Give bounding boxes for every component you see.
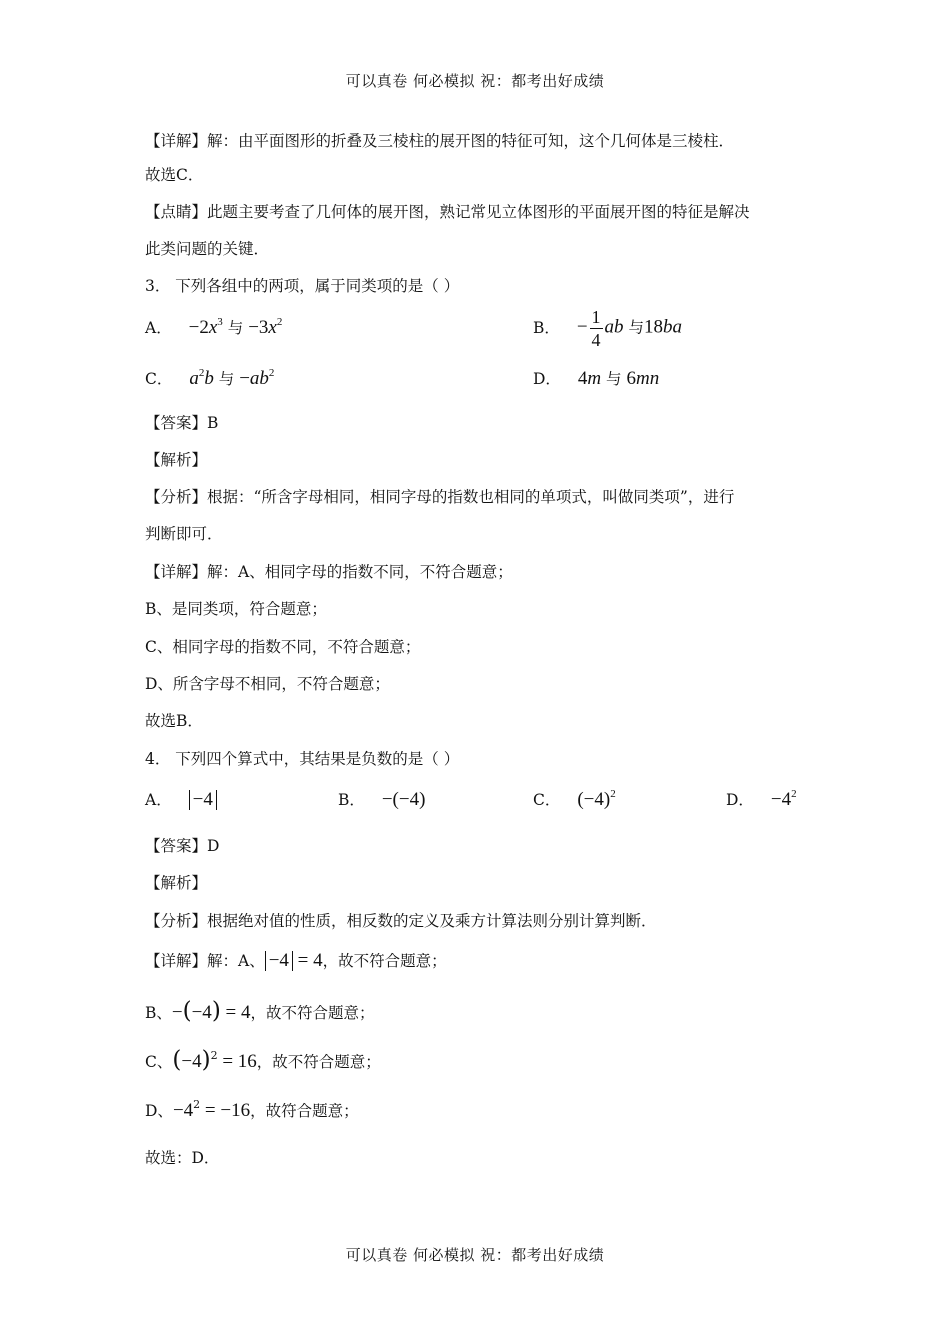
q3-option-a — [145, 316, 282, 339]
q4-option-c — [533, 788, 616, 811]
q3-analysis-title: 【解析】 — [145, 451, 208, 469]
page-footer: 可以真卷 何必模拟 祝：都考出好成绩 — [345, 1246, 605, 1264]
math-term: ba — [663, 316, 682, 338]
q3-answer: 【答案】B — [145, 414, 219, 432]
q3-detail-b: B、是同类项，符合题意； — [145, 600, 327, 618]
q3-detail-d: D、所含字母不相同，不符合题意； — [145, 675, 390, 693]
math-term: $-ab^2$ — [239, 367, 275, 389]
q2-detail: 【详解】解：由平面图形的折叠及三棱柱的展开图的特征可知，这个几何体是三棱柱． — [145, 132, 735, 150]
math-expression: −4 — [191, 1002, 212, 1023]
q4-option-d — [726, 788, 797, 811]
q3-detail-a: 【详解】解：A、相同字母的指数不同，不符合题意； — [145, 563, 513, 581]
option-label: B． — [533, 318, 560, 337]
q3-stem: 3． 下列各组中的两项，属于同类项的是（ ） — [145, 277, 460, 295]
q4-detail-b: B、−(−4) = 4，故不符合题意； — [145, 998, 375, 1024]
conjunction: 与 — [628, 318, 644, 337]
q2-choice: 故选C． — [145, 166, 204, 184]
q4-option-a — [145, 788, 217, 810]
fraction: $\frac{1}{4}$ — [591, 307, 601, 350]
q4-option-b — [338, 788, 425, 811]
q3-choice: 故选B． — [145, 712, 203, 730]
q4-detail-d: D、$-4^2 = -16$，故符合题意； — [145, 1098, 359, 1121]
minus-sign: − — [576, 316, 588, 338]
option-label: D． — [533, 370, 561, 388]
q4-stem: 4． 下列四个算式中，其结果是负数的是（ ） — [145, 750, 460, 768]
math-expression: −4 — [189, 790, 217, 810]
math-expression: $-4^2$ — [770, 788, 797, 810]
conjunction: 与 — [227, 319, 244, 337]
q4-detail-a: 【详解】解：A、 −4 = 4，故不符合题意； — [145, 950, 447, 971]
q4-analysis-title: 【解析】 — [145, 874, 208, 892]
math-expression: −4 — [265, 951, 293, 971]
math-expression: $(-4)^2$ — [577, 788, 616, 810]
q3-analysis-line2: 判断即可． — [145, 525, 223, 543]
math-term: $-2x^3$ — [188, 316, 223, 338]
math-term: ab — [604, 316, 624, 338]
q3-option-c — [145, 367, 274, 390]
q4-analysis: 【分析】根据绝对值的性质，相反数的定义及乘方计算法则分别计算判断． — [145, 912, 657, 930]
q3-analysis-line1: 【分析】根据：“所含字母相同，相同字母的指数也相同的单项式，叫做同类项”，进行 — [145, 488, 735, 506]
math-term: 6mn — [626, 368, 660, 389]
q4-choice: 故选：D． — [145, 1149, 220, 1167]
q4-detail-c: C、$(-4)^2 = 16$，故不符合题意； — [145, 1047, 381, 1073]
q2-note-line2: 此类问题的关键． — [145, 240, 270, 258]
math-term: $a^2b$ — [189, 367, 214, 389]
math-term: $-3x^2$ — [248, 316, 283, 338]
conjunction: 与 — [606, 370, 622, 388]
q2-note-line1: 【点睛】此题主要考查了几何体的展开图，熟记常见立体图形的平面展开图的特征是解决 — [145, 203, 750, 221]
conjunction: 与 — [218, 370, 235, 388]
q3-detail-c: C、相同字母的指数不同，不符合题意； — [145, 638, 421, 656]
option-label: D． — [726, 791, 754, 809]
page-header: 可以真卷 何必模拟 祝：都考出好成绩 — [345, 72, 605, 90]
option-label: C． — [533, 791, 561, 809]
math-expression: −4 — [181, 1051, 202, 1072]
math-expression: −4 — [172, 1100, 194, 1121]
math-term: 4m — [577, 368, 602, 389]
option-label: B． — [338, 791, 365, 809]
q3-option-d — [533, 367, 659, 390]
q4-answer: 【答案】D — [145, 837, 220, 855]
option-label: A． — [145, 791, 172, 809]
q3-option-b — [533, 308, 682, 349]
math-term: 18 — [644, 316, 663, 338]
math-expression: −(−4) — [381, 789, 426, 810]
option-label: A． — [145, 319, 172, 337]
option-label: C． — [145, 370, 173, 388]
